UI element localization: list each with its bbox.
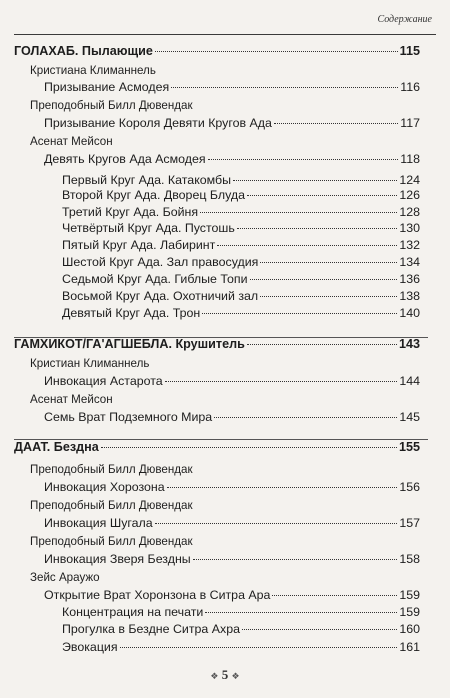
toc-entry-title: Девять Кругов Ада Асмодея (44, 152, 206, 166)
toc-section-heading-title: ГАМХИКОТ/ГА'АГШЕБЛА. Крушитель (14, 337, 245, 351)
toc-entry-page: 138 (399, 289, 420, 303)
toc-entry-title: Прогулка в Бездне Ситра Ахра (62, 622, 240, 636)
dot-leader (205, 612, 397, 613)
toc-entry-page: 118 (400, 152, 420, 166)
dot-leader (167, 487, 398, 488)
toc-entry-page: 117 (400, 116, 420, 130)
toc-section-heading[interactable] (14, 337, 420, 352)
toc-author: Зейс Араужо (30, 571, 100, 584)
dot-leader (202, 313, 397, 314)
toc-section-heading-title: ДААТ. Бездна (14, 440, 99, 454)
toc-entry[interactable] (44, 516, 420, 531)
toc-entry[interactable] (44, 410, 420, 425)
toc-entry[interactable] (44, 116, 420, 131)
toc-entry-title: Четвёртый Круг Ада. Пустошь (62, 221, 235, 235)
dot-leader (247, 195, 397, 196)
toc-entry-page: 145 (399, 410, 420, 424)
toc-section-heading[interactable] (14, 440, 420, 455)
dot-leader (171, 87, 398, 88)
toc-entry-page: 124 (399, 173, 420, 187)
toc-author: Преподобный Билл Дювендак (30, 535, 193, 548)
dot-leader (247, 344, 397, 345)
dot-leader (165, 381, 398, 382)
toc-author: Кристиан Климаннель (30, 357, 150, 370)
dot-leader (208, 159, 399, 160)
toc-entry-title: Инвокация Шугала (44, 516, 153, 530)
toc-entry-page: 157 (399, 516, 420, 530)
page-number (0, 667, 450, 683)
toc-entry-page: 159 (399, 605, 420, 619)
toc-author: Преподобный Билл Дювендак (30, 499, 193, 512)
toc-entry[interactable] (44, 552, 420, 567)
toc-entry-title: Открытие Врат Хоронзона в Ситра Ара (44, 588, 271, 602)
toc-entry-page: 130 (399, 221, 420, 235)
toc-entry-page: 140 (399, 306, 420, 320)
toc-entry[interactable] (44, 588, 420, 603)
toc-author: Преподобный Билл Дювендак (30, 99, 193, 112)
toc-entry-title: Призывание Асмодея (44, 80, 170, 94)
toc-section-heading[interactable] (14, 44, 420, 59)
toc-entry[interactable] (62, 205, 420, 220)
toc-entry-page: 134 (399, 255, 420, 269)
dot-leader (233, 180, 397, 181)
dot-leader (155, 523, 398, 524)
toc-entry-title: Первый Круг Ада. Катакомбы (62, 173, 232, 187)
page-number-ornament-right: ❖ (231, 671, 240, 681)
toc-author: Асенат Мейсон (30, 135, 113, 148)
dot-leader (250, 279, 398, 280)
toc-entry[interactable] (62, 173, 420, 188)
toc-entry-title: Второй Круг Ада. Дворец Блуда (62, 188, 245, 202)
toc-entry-page: 156 (399, 480, 420, 494)
toc-entry[interactable] (44, 374, 420, 389)
toc-entry-title: Эвокация (62, 640, 118, 654)
toc-entry-page: 136 (399, 272, 420, 286)
toc-entry-title: Призывание Короля Девяти Кругов Ада (44, 116, 272, 130)
toc-entry[interactable] (62, 238, 420, 253)
toc-entry[interactable] (62, 188, 420, 203)
toc-entry-title: Инвокация Зверя Бездны (44, 552, 191, 566)
toc-entry-page: 144 (399, 374, 420, 388)
toc-section-heading-page: 143 (398, 337, 420, 351)
toc-entry-title: Восьмой Круг Ада. Охотничий зал (62, 289, 259, 303)
toc-section-heading-page: 155 (398, 440, 420, 454)
toc-entry[interactable] (62, 306, 420, 321)
toc-section-heading-title: ГОЛАХАБ. Пылающие (14, 44, 153, 58)
page-number-ornament-left: ❖ (210, 671, 219, 681)
toc-entry[interactable] (62, 289, 420, 304)
toc-section-heading-page: 115 (399, 44, 420, 58)
toc-entry[interactable] (62, 255, 420, 270)
toc-entry-title: Шестой Круг Ада. Зал правосудия (62, 255, 259, 269)
toc-entry-title: Девятый Круг Ада. Трон (62, 306, 201, 320)
dot-leader (237, 228, 397, 229)
toc-entry-title: Инвокация Астарота (44, 374, 163, 388)
toc-author: Кристиана Климаннель (30, 64, 156, 77)
toc-entry[interactable] (62, 272, 420, 287)
toc-entry[interactable] (62, 605, 420, 620)
dot-leader (155, 51, 398, 52)
toc-entry[interactable] (44, 480, 420, 495)
toc-entry[interactable] (62, 640, 420, 655)
dot-leader (217, 245, 397, 246)
toc-entry[interactable] (44, 152, 420, 167)
dot-leader (200, 212, 397, 213)
toc-entry-title: Семь Врат Подземного Мира (44, 410, 213, 424)
dot-leader (260, 296, 397, 297)
toc-entry[interactable] (62, 622, 420, 637)
toc-entry-page: 116 (400, 80, 420, 94)
toc-entry[interactable] (44, 80, 420, 95)
toc-author: Асенат Мейсон (30, 393, 113, 406)
toc-entry-title: Пятый Круг Ада. Лабиринт (62, 238, 216, 252)
toc-entry[interactable] (62, 221, 420, 236)
toc-entry-page: 126 (399, 188, 420, 202)
toc-entry-title: Седьмой Круг Ада. Гиблые Топи (62, 272, 248, 286)
dot-leader (120, 647, 398, 648)
dot-leader (101, 447, 397, 448)
toc-entry-page: 128 (399, 205, 420, 219)
toc-entry-title: Концентрация на печати (62, 605, 204, 619)
toc-entry-title: Третий Круг Ада. Бойня (62, 205, 199, 219)
dot-leader (260, 262, 397, 263)
dot-leader (193, 559, 398, 560)
dot-leader (272, 595, 397, 596)
page-number-value: 5 (221, 667, 229, 682)
toc-author: Преподобный Билл Дювендак (30, 463, 193, 476)
toc-entry-page: 159 (399, 588, 420, 602)
toc-entry-page: 132 (399, 238, 420, 252)
toc-entry-page: 161 (399, 640, 420, 654)
dot-leader (242, 629, 397, 630)
toc-entry-page: 160 (399, 622, 420, 636)
dot-leader (274, 123, 398, 124)
toc-entry-page: 158 (399, 552, 420, 566)
dot-leader (214, 417, 397, 418)
running-head: Содержание (377, 14, 432, 25)
toc-entry-title: Инвокация Хорозона (44, 480, 165, 494)
